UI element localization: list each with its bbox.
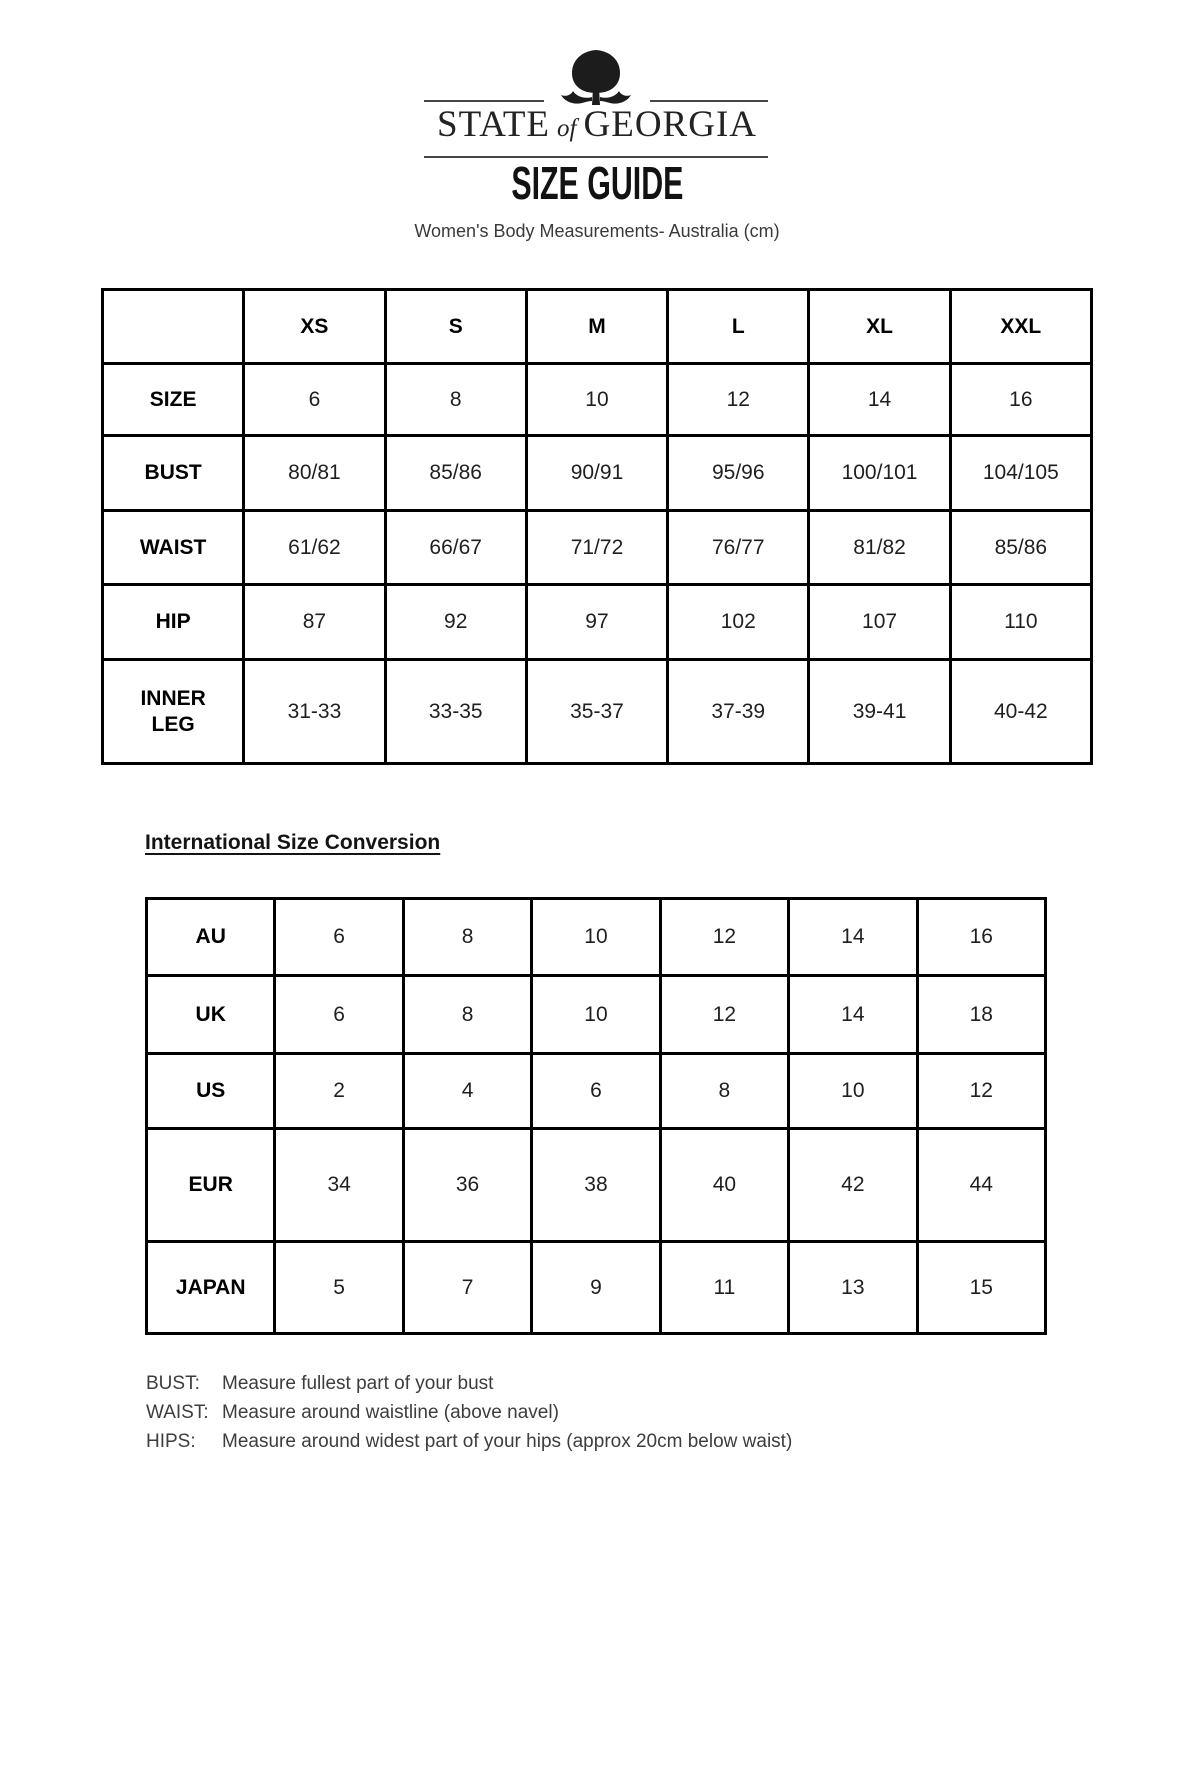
row-header: BUST (103, 436, 244, 511)
table-cell: 44 (917, 1129, 1045, 1242)
row-header: HIP (103, 585, 244, 660)
brand-name (0, 103, 1194, 146)
table-row (103, 585, 1092, 660)
table-cell: 12 (660, 899, 788, 976)
table-row (147, 899, 1046, 976)
table-cell: 4 (403, 1054, 531, 1129)
table-cell: 35-37 (526, 660, 667, 764)
row-header: INNER LEG (103, 660, 244, 764)
table-cell: 12 (660, 976, 788, 1054)
column-header: L (668, 290, 809, 364)
table-row (147, 1129, 1046, 1242)
table-row (103, 290, 1092, 364)
table-cell: 40-42 (950, 660, 1091, 764)
table-cell: 7 (403, 1242, 531, 1334)
column-header: S (385, 290, 526, 364)
row-header: SIZE (103, 364, 244, 436)
brand-word-of: of (557, 115, 577, 142)
table-cell: 107 (809, 585, 950, 660)
note-label: WAIST: (146, 1402, 209, 1423)
table-cell: 8 (403, 899, 531, 976)
table-row (103, 364, 1092, 436)
table-cell: 110 (950, 585, 1091, 660)
table-cell: 76/77 (668, 511, 809, 585)
table-row (103, 511, 1092, 585)
table-cell: 97 (526, 585, 667, 660)
table-cell: 61/62 (244, 511, 385, 585)
table-cell: 31-33 (244, 660, 385, 764)
table-cell: 10 (532, 899, 660, 976)
column-header: XS (244, 290, 385, 364)
table-cell: 16 (950, 364, 1091, 436)
table-cell: 100/101 (809, 436, 950, 511)
table-cell: 6 (244, 364, 385, 436)
table-cell: 42 (789, 1129, 917, 1242)
table-cell: 6 (532, 1054, 660, 1129)
note-text: Measure around widest part of your hips (approx 20cm below waist) (222, 1431, 793, 1452)
column-header: XXL (950, 290, 1091, 364)
brand-word-state: STATE (437, 104, 551, 145)
row-header: US (147, 1054, 275, 1129)
table-cell: 15 (917, 1242, 1045, 1334)
note-label: HIPS: (146, 1431, 196, 1452)
table-cell: 6 (275, 899, 403, 976)
table-row (147, 976, 1046, 1054)
table-cell: 80/81 (244, 436, 385, 511)
table-cell: 14 (789, 976, 917, 1054)
table-cell: 95/96 (668, 436, 809, 511)
table-cell: 38 (532, 1129, 660, 1242)
conversion-table (145, 897, 1047, 1335)
table-cell: 33-35 (385, 660, 526, 764)
table-cell: 92 (385, 585, 526, 660)
conversion-heading: International Size Conversion (145, 831, 441, 854)
measurement-table (101, 288, 1093, 765)
tree-icon (541, 48, 651, 105)
row-header: WAIST (103, 511, 244, 585)
table-cell: 10 (532, 976, 660, 1054)
table-row (103, 436, 1092, 511)
table-cell: 14 (809, 364, 950, 436)
table-cell: 2 (275, 1054, 403, 1129)
logo-rule-top-left (424, 100, 544, 102)
note-waist (146, 1398, 792, 1427)
table-cell: 12 (917, 1054, 1045, 1129)
table-cell: 39-41 (809, 660, 950, 764)
row-header: JAPAN (147, 1242, 275, 1334)
table-cell: 9 (532, 1242, 660, 1334)
table-cell: 37-39 (668, 660, 809, 764)
note-hips (146, 1427, 792, 1456)
measuring-notes (146, 1369, 792, 1456)
brand-word-georgia: GEORGIA (583, 104, 757, 145)
table-cell: 8 (660, 1054, 788, 1129)
table-row (103, 660, 1092, 764)
row-header: EUR (147, 1129, 275, 1242)
table-cell: 102 (668, 585, 809, 660)
note-text: Measure around waistline (above navel) (222, 1402, 559, 1423)
table-row (147, 1054, 1046, 1129)
table-cell: 11 (660, 1242, 788, 1334)
column-header: XL (809, 290, 950, 364)
note-label: BUST: (146, 1373, 200, 1394)
table-cell: 85/86 (385, 436, 526, 511)
table-row (147, 1242, 1046, 1334)
table-cell: 85/86 (950, 511, 1091, 585)
table-cell: 6 (275, 976, 403, 1054)
note-text: Measure fullest part of your bust (222, 1373, 494, 1394)
table-cell: 81/82 (809, 511, 950, 585)
table-cell: 18 (917, 976, 1045, 1054)
row-header: UK (147, 976, 275, 1054)
row-header: AU (147, 899, 275, 976)
table-cell: 66/67 (385, 511, 526, 585)
table-cell: 71/72 (526, 511, 667, 585)
table-cell: 13 (789, 1242, 917, 1334)
table-cell: 87 (244, 585, 385, 660)
logo-rule-top-right (650, 100, 768, 102)
table-cell: 40 (660, 1129, 788, 1242)
page-subtitle: Women's Body Measurements- Australia (cm) (414, 221, 780, 241)
note-bust (146, 1369, 792, 1398)
table-cell: 10 (789, 1054, 917, 1129)
table-cell: 14 (789, 899, 917, 976)
table-cell: 5 (275, 1242, 403, 1334)
table-cell: 34 (275, 1129, 403, 1242)
table-cell: 16 (917, 899, 1045, 976)
table-cell: 8 (385, 364, 526, 436)
page-title: SIZE GUIDE (510, 157, 684, 209)
table-cell: 104/105 (950, 436, 1091, 511)
table-cell: 90/91 (526, 436, 667, 511)
column-header: M (526, 290, 667, 364)
table-cell: 36 (403, 1129, 531, 1242)
corner-cell (103, 290, 244, 364)
table-cell: 12 (668, 364, 809, 436)
table-cell: 10 (526, 364, 667, 436)
table-cell: 8 (403, 976, 531, 1054)
